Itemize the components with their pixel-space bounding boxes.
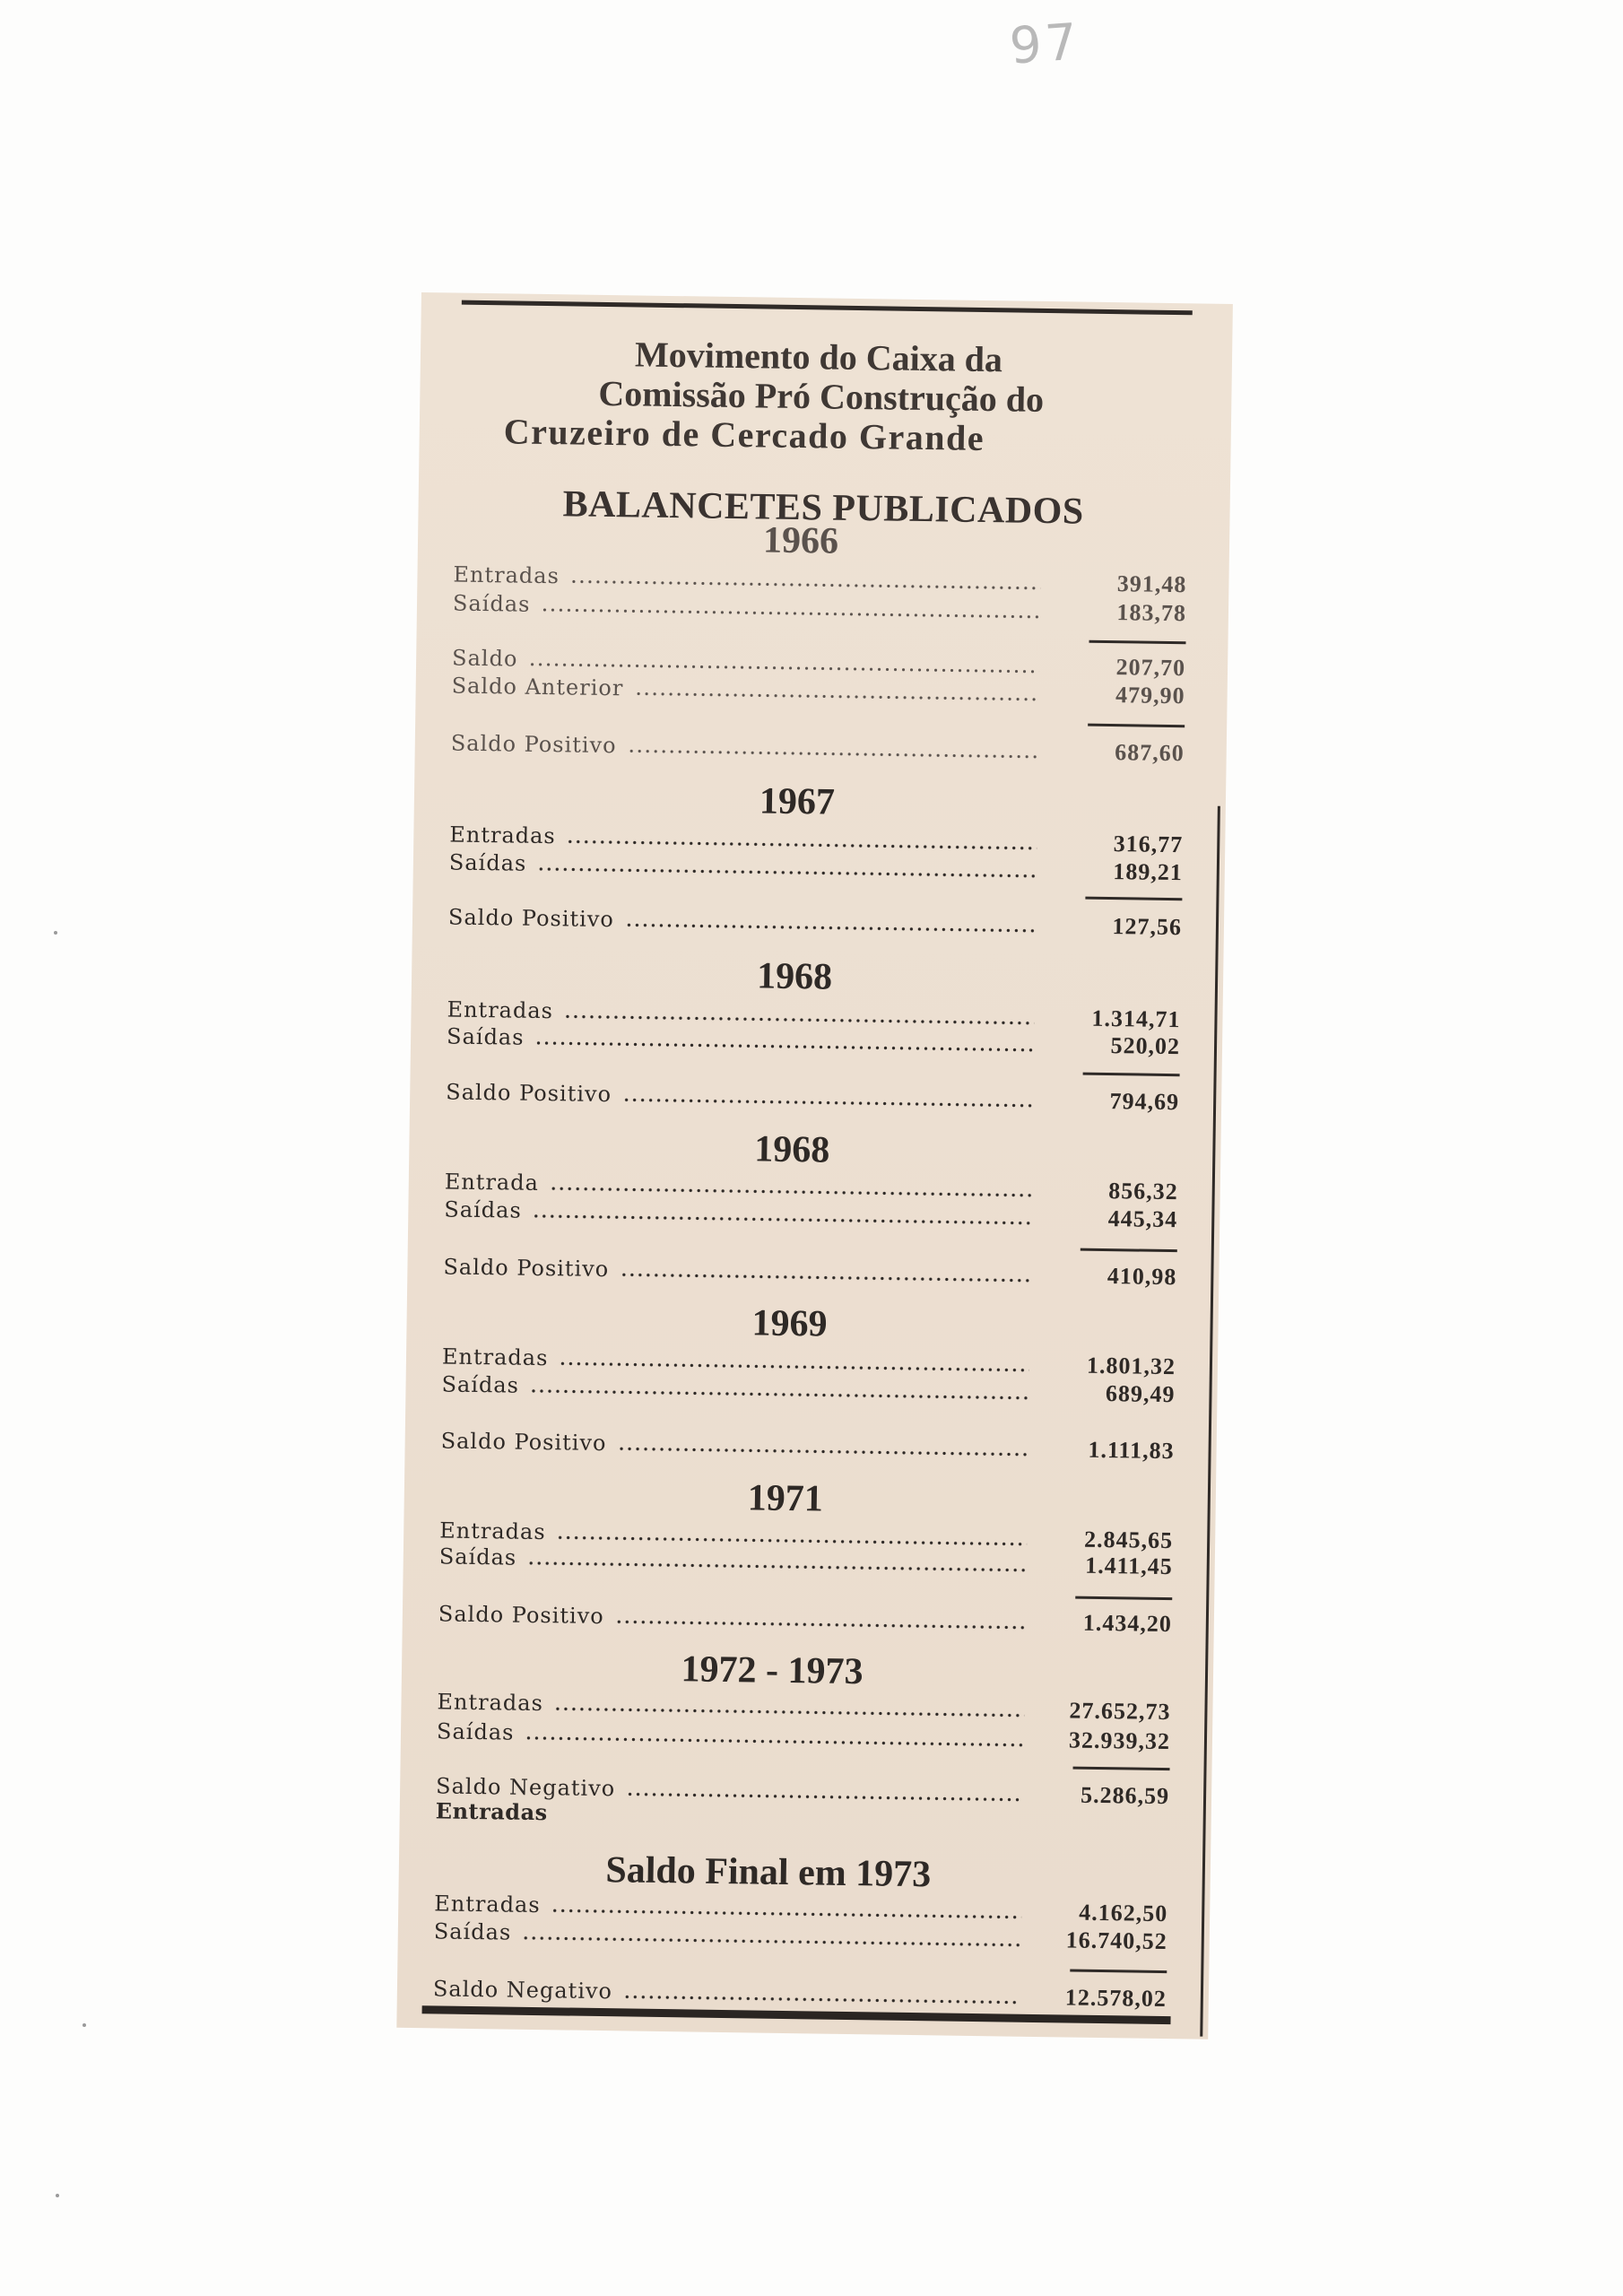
dot-leader: [559, 1361, 1029, 1372]
subtotal-rule: [1070, 1970, 1167, 1974]
dot-leader: [537, 867, 1037, 878]
dot-leader: [564, 1014, 1035, 1025]
row-label: Entradas: [434, 1891, 541, 1918]
row-value: 5.286,59: [1080, 1781, 1170, 1810]
row-value: 2.845,65: [1083, 1526, 1174, 1554]
row-value: 391,48: [1116, 570, 1187, 598]
row-label: Saídas: [446, 1023, 525, 1050]
row-label: Saldo Positivo: [438, 1601, 604, 1630]
row-value: 856,32: [1108, 1178, 1178, 1205]
row-label: Saldo Positivo: [447, 904, 615, 933]
row-value: 1.314,71: [1091, 1004, 1181, 1033]
section-heading: 1968: [756, 955, 833, 998]
row-value: 1.411,45: [1084, 1552, 1173, 1580]
dot-leader: [634, 691, 1038, 700]
row-label: Entradas: [437, 1689, 544, 1717]
row-label: Saídas: [448, 849, 527, 876]
subtotal-rule: [1089, 640, 1185, 645]
section-heading: Saldo Final em 1973: [605, 1849, 932, 1896]
row-value: 1.111,83: [1088, 1436, 1175, 1465]
right-column-rule: [1200, 806, 1220, 2037]
row-value: 445,34: [1107, 1205, 1178, 1233]
row-label: Saldo Negativo: [435, 1773, 616, 1802]
row-value: 12.578,02: [1064, 1984, 1167, 2013]
dot-leader: [567, 839, 1037, 850]
title-line-2: Comissão Pró Construção do: [598, 372, 1045, 420]
row-label: Entradas: [453, 561, 560, 589]
row-value: 189,21: [1113, 858, 1184, 886]
row-label: Saídas: [444, 1196, 522, 1223]
row-label: Saídas: [433, 1918, 512, 1945]
row-value: 689,49: [1105, 1380, 1176, 1408]
dot-leader: [530, 1389, 1029, 1400]
row-value: 794,69: [1109, 1088, 1180, 1116]
row-value: 1.801,32: [1086, 1352, 1176, 1380]
newspaper-clipping: [396, 292, 1233, 2039]
dot-leader: [527, 1561, 1027, 1572]
dot-leader: [627, 749, 1037, 759]
dot-leader: [554, 1707, 1025, 1718]
row-label: Saldo Positivo: [450, 730, 617, 759]
row-value: 1.434,20: [1082, 1609, 1173, 1638]
section-heading: 1966: [762, 519, 839, 562]
title-line-1: Movimento do Caixa da: [634, 334, 1003, 380]
dot-leader: [525, 1736, 1024, 1747]
row-value: 316,77: [1113, 831, 1184, 858]
dot-leader: [622, 1098, 1033, 1108]
main-heading: BALANCETES PUBLICADOS: [562, 483, 1085, 533]
subtotal-rule: [1085, 897, 1182, 901]
dot-leader: [541, 608, 1040, 619]
scan-speck: [82, 2023, 86, 2027]
subtotal-rule: [1073, 1767, 1170, 1771]
row-value: 127,56: [1112, 913, 1183, 941]
dot-leader: [570, 579, 1041, 590]
row-1969-saldo-positivo: [440, 1426, 1174, 1465]
row-1966-saldo-positivo: [451, 729, 1185, 769]
section-heading: 1972 - 1973: [681, 1648, 864, 1693]
row-label: Saídas: [441, 1371, 520, 1398]
row-value: 16.740,52: [1065, 1926, 1167, 1955]
row-label: Entradas: [447, 996, 554, 1024]
section-heading: 1968: [754, 1128, 830, 1171]
row-1967-saldo-positivo: [448, 903, 1182, 943]
row-value: 183,78: [1116, 599, 1187, 627]
title-line-3: Cruzeiro de Cercado Grande: [503, 411, 985, 459]
scan-speck: [56, 2194, 59, 2197]
row-value: 520,02: [1110, 1032, 1181, 1060]
row-value: 27.652,73: [1069, 1697, 1171, 1726]
row-value: 410,98: [1107, 1263, 1177, 1291]
row-1971-saldo-positivo: [438, 1599, 1172, 1639]
scan-speck: [54, 931, 57, 935]
handwritten-page-number: 97: [1007, 13, 1083, 76]
row-label: Saídas: [436, 1718, 515, 1745]
row-label: Entrada: [444, 1169, 540, 1196]
row-label: Saldo Positivo: [440, 1428, 607, 1457]
dot-leader: [620, 1273, 1030, 1283]
row-label: Entradas: [449, 822, 556, 849]
subtotal-rule: [1088, 724, 1185, 728]
dot-leader: [615, 1620, 1026, 1630]
dot-leader: [534, 1041, 1034, 1052]
subtotal-rule: [1081, 1248, 1177, 1253]
row-label: Entradas: [439, 1518, 546, 1545]
row-value: 4.162,50: [1079, 1899, 1168, 1927]
row-label: Saldo Positivo: [443, 1254, 610, 1283]
row-1968a-saldo-positivo: [446, 1077, 1179, 1117]
row-1968b-saldo-positivo: [443, 1252, 1176, 1292]
row-value: 32.939,32: [1068, 1726, 1171, 1755]
row-label: Saldo Anterior: [451, 673, 624, 701]
row-value: 479,90: [1115, 682, 1185, 709]
top-rule: [462, 300, 1193, 316]
dot-leader: [533, 1214, 1032, 1225]
row-label: Saídas: [438, 1544, 517, 1570]
section-heading: 1969: [751, 1302, 828, 1345]
subtotal-rule: [1075, 1596, 1172, 1601]
row-label: Saídas: [452, 590, 531, 617]
row-label: Entradas: [441, 1344, 549, 1371]
dot-leader: [626, 1792, 1023, 1801]
row-label: Saldo Positivo: [446, 1079, 612, 1108]
section-heading: 1971: [747, 1477, 824, 1520]
dot-leader: [617, 1447, 1028, 1457]
dot-leader: [551, 1909, 1022, 1919]
subtotal-rule: [1083, 1073, 1180, 1077]
row-value: 207,70: [1115, 654, 1186, 682]
row-value: 687,60: [1115, 739, 1185, 767]
row-label: Saldo Negativo: [432, 1976, 613, 2005]
dot-leader: [623, 1995, 1020, 2004]
section-heading: 1967: [759, 780, 836, 823]
dot-leader: [522, 1936, 1021, 1947]
extra-label: Entradas: [435, 1797, 548, 1826]
dot-leader: [625, 923, 1036, 933]
dot-leader: [528, 663, 1039, 674]
dot-leader: [550, 1187, 1032, 1197]
row-label: Saldo: [451, 645, 518, 672]
